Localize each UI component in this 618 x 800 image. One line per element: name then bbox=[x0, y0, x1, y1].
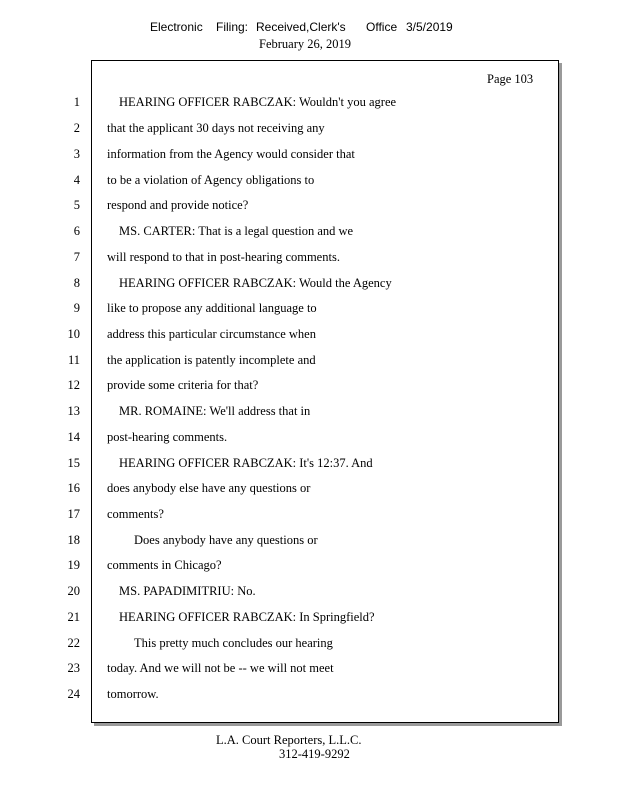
transcript-line: MR. ROMAINE: We'll address that in bbox=[119, 404, 311, 418]
line-number: 1 bbox=[73, 95, 80, 109]
transcript-line: HEARING OFFICER RABCZAK: Wouldn't you agree bbox=[119, 95, 397, 109]
transcript-line: comments in Chicago? bbox=[107, 558, 222, 572]
stamp-electronic: Electronic bbox=[150, 20, 203, 34]
transcript-line: comments? bbox=[107, 507, 164, 521]
line-number: 8 bbox=[73, 276, 80, 290]
line-number: 6 bbox=[73, 224, 80, 238]
transcript-line: provide some criteria for that? bbox=[107, 378, 259, 392]
transcript-line: today. And we will not be -- we will not meet bbox=[107, 661, 334, 675]
stamp-received-clerks: Received,Clerk's bbox=[256, 20, 346, 34]
transcript-line: HEARING OFFICER RABCZAK: Would the Agency bbox=[119, 276, 392, 290]
transcript-line: to be a violation of Agency obligations to bbox=[107, 173, 315, 187]
line-number: 14 bbox=[67, 430, 80, 444]
line-number: 22 bbox=[67, 636, 80, 650]
line-number: 2 bbox=[73, 121, 80, 135]
line-number: 5 bbox=[73, 198, 80, 212]
page-number: Page 103 bbox=[487, 72, 534, 86]
stamp-date: 3/5/2019 bbox=[406, 20, 453, 34]
transcript-line: respond and provide notice? bbox=[107, 198, 249, 212]
transcript-line: HEARING OFFICER RABCZAK: It's 12:37. And bbox=[119, 456, 373, 470]
transcript-line: tomorrow. bbox=[107, 687, 159, 701]
line-number: 16 bbox=[67, 481, 80, 495]
line-number: 18 bbox=[67, 533, 80, 547]
transcript-line: will respond to that in post-hearing comments. bbox=[107, 250, 340, 264]
transcript-line: MS. CARTER: That is a legal question and we bbox=[119, 224, 354, 238]
transcript-line: information from the Agency would consider that bbox=[107, 147, 355, 161]
filing-date-line: February 26, 2019 bbox=[259, 37, 351, 51]
transcript-line: post-hearing comments. bbox=[107, 430, 228, 444]
line-number: 9 bbox=[73, 301, 80, 315]
reporter-company: L.A. Court Reporters, L.L.C. bbox=[216, 733, 362, 747]
line-number: 13 bbox=[67, 404, 80, 418]
transcript-line: address this particular circumstance when bbox=[107, 327, 316, 341]
line-number: 10 bbox=[67, 327, 80, 341]
stamp-office: Office bbox=[366, 20, 398, 34]
line-number: 15 bbox=[67, 456, 80, 470]
stamp-filing: Filing: bbox=[216, 20, 249, 34]
transcript-line: that the applicant 30 days not receiving any bbox=[107, 121, 325, 135]
transcript-line: Does anybody have any questions or bbox=[134, 533, 318, 547]
transcript-line: HEARING OFFICER RABCZAK: In Springfield? bbox=[119, 610, 375, 624]
line-number: 24 bbox=[67, 687, 80, 701]
line-number: 3 bbox=[73, 147, 80, 161]
reporter-phone: 312-419-9292 bbox=[279, 747, 350, 761]
line-number: 4 bbox=[73, 173, 80, 187]
line-number: 17 bbox=[67, 507, 80, 521]
transcript-line: MS. PAPADIMITRIU: No. bbox=[119, 584, 256, 598]
line-number: 11 bbox=[67, 353, 80, 367]
line-number: 21 bbox=[67, 610, 80, 624]
line-number: 7 bbox=[73, 250, 80, 264]
transcript-line: the application is patently incomplete and bbox=[107, 353, 316, 367]
line-number: 12 bbox=[67, 378, 80, 392]
line-number: 19 bbox=[67, 558, 80, 572]
line-number: 20 bbox=[67, 584, 80, 598]
transcript-line: This pretty much concludes our hearing bbox=[134, 636, 333, 650]
transcript-line: like to propose any additional language to bbox=[107, 301, 317, 315]
line-number: 23 bbox=[67, 661, 80, 675]
transcript-line: does anybody else have any questions or bbox=[107, 481, 311, 495]
